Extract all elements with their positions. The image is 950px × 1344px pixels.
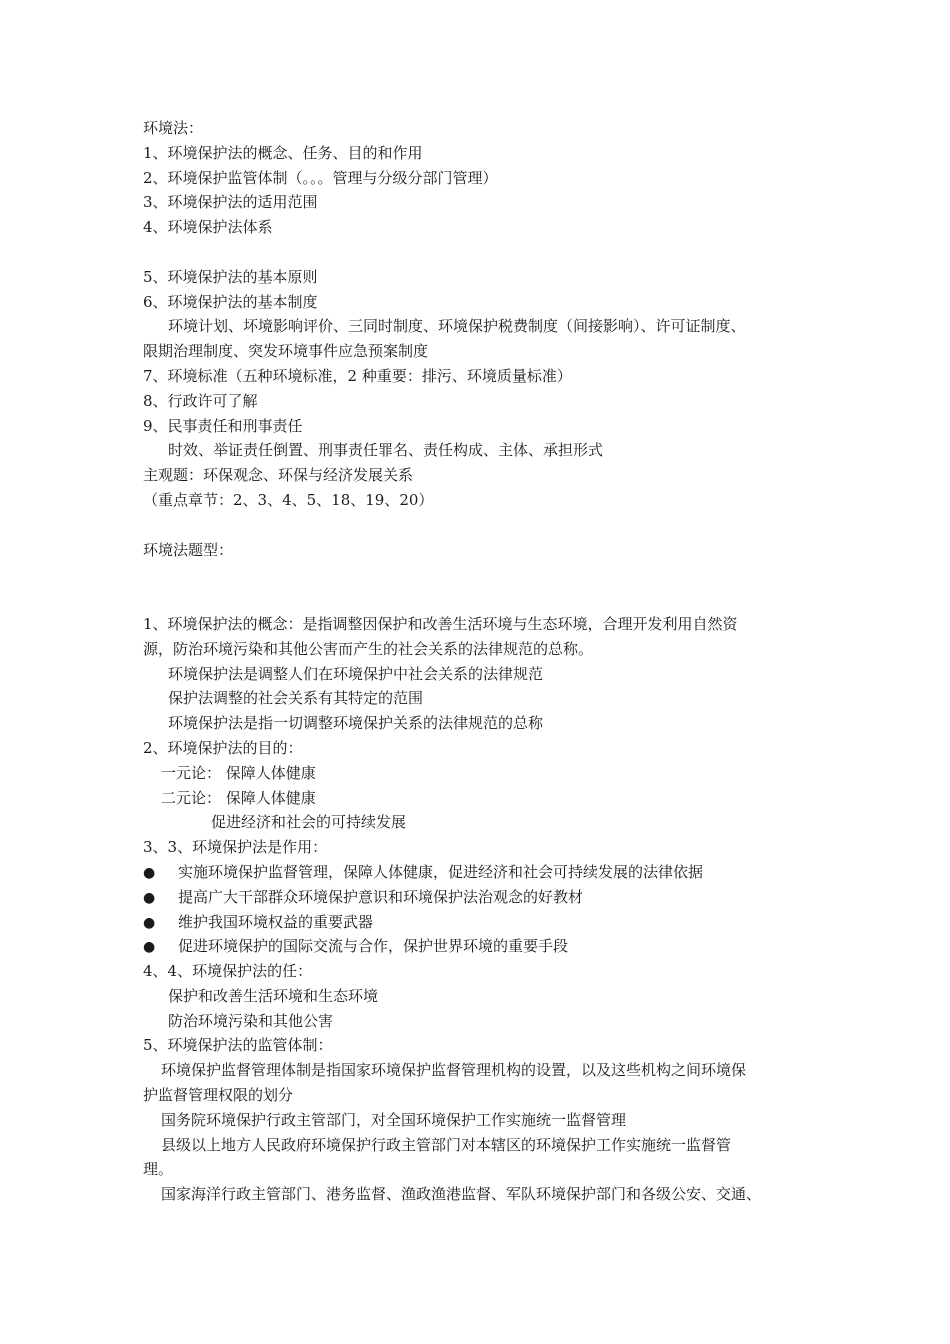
bullet-icon: ● [143,939,156,956]
outline-item: 8、行政许可了解 [143,391,258,410]
list-item [143,910,813,935]
key-chapters-note: （重点章节：2、3、4、5、18、19、20） [143,490,434,509]
document-body [143,116,813,1207]
outline-item: 3、环境保护法的适用范围 [143,193,318,212]
subsection-heading: 2、环境保护法的目的： [143,738,303,757]
paragraph-line: 环境保护监督管理体制是指国家环境保护监督管理机构的设置，以及这些机构之间环境保 [161,1061,747,1080]
list-item [143,934,813,959]
outline-item: 4、环境保护法体系 [143,218,273,237]
list-item-text: 维护我国环境权益的重要武器 [178,912,374,931]
paragraph-line: 1、环境保护法的概念：是指调整因保护和改善生活环境与生态环境，合理开发利用自然资 [143,614,738,633]
purpose-line: 二元论： 保障人体健康 [161,788,316,807]
list-item [143,885,813,910]
subsection-heading: 4、4、环境保护法的任： [143,962,313,981]
paragraph-line: 理。 [143,1160,174,1179]
outline-item: 1、环境保护法的概念、任务、目的和作用 [143,143,423,162]
bullet-icon: ● [143,914,156,931]
blank-line [143,562,813,612]
list-item-text: 实施环境保护监督管理，保障人体健康，促进经济和社会可持续发展的法律依据 [178,862,704,881]
subjective-question-note: 主观题：环保观念、环保与经济发展关系 [143,466,414,485]
outline-item: 7、环境标准（五种环境标准，2 种重要：排污、环境质量标准） [143,366,572,385]
paragraph-line: 护监督管理权限的划分 [143,1086,294,1105]
concept-point: 环境保护法是指一切调整环境保护关系的法律规范的总称 [168,714,544,733]
purpose-line: 促进经济和社会的可持续发展 [211,813,407,832]
section-heading: 环境法题型： [143,540,234,559]
outline-detail: 限期治理制度、突发环境事件应急预案制度 [143,342,429,361]
subsection-heading: 3、3、环境保护法是作用： [143,838,328,857]
task-line: 保护和改善生活环境和生态环境 [168,986,379,1005]
paragraph-line: 国家海洋行政主管部门、港务监督、渔政渔港监督、军队环境保护部门和各级公安、交通、 [161,1185,762,1204]
blank-line [143,513,813,538]
outline-detail: 时效、举证责任倒置、刑事责任罪名、责任构成、主体、承担形式 [168,441,604,460]
blank-line [143,240,813,265]
list-item-text: 促进环境保护的国际交流与合作，保护世界环境的重要手段 [178,937,569,956]
concept-point: 保护法调整的社会关系有其特定的范围 [168,689,424,708]
list-item-text: 提高广大干部群众环境保护意识和环境保护法治观念的好教材 [178,887,584,906]
subsection-heading: 5、环境保护法的监管体制： [143,1036,333,1055]
paragraph-line: 国务院环境保护行政主管部门，对全国环境保护工作实施统一监督管理 [161,1110,627,1129]
outline-item: 2、环境保护监管体制（。。。管理与分级分部门管理） [143,168,498,187]
paragraph-line: 源，防治环境污染和其他公害而产生的社会关系的法律规范的总称。 [143,639,594,658]
bullet-icon: ● [143,889,156,906]
task-line: 防治环境污染和其他公害 [168,1011,334,1030]
outline-item: 5、环境保护法的基本原则 [143,267,318,286]
section-heading: 环境法： [143,119,204,137]
bullet-icon: ● [143,864,156,881]
concept-point: 环境保护法是调整人们在环境保护中社会关系的法律规范 [168,664,544,683]
paragraph-line: 县级以上地方人民政府环境保护行政主管部门对本辖区的环境保护工作实施统一监督管 [161,1135,732,1154]
outline-item: 6、环境保护法的基本制度 [143,292,318,311]
outline-item: 9、民事责任和刑事责任 [143,416,303,435]
list-item [143,860,813,885]
purpose-line: 一元论： 保障人体健康 [161,763,316,782]
outline-detail: 环境计划、坏境影响评价、三同时制度、环境保护税费制度（间接影响）、许可证制度、 [168,317,746,336]
